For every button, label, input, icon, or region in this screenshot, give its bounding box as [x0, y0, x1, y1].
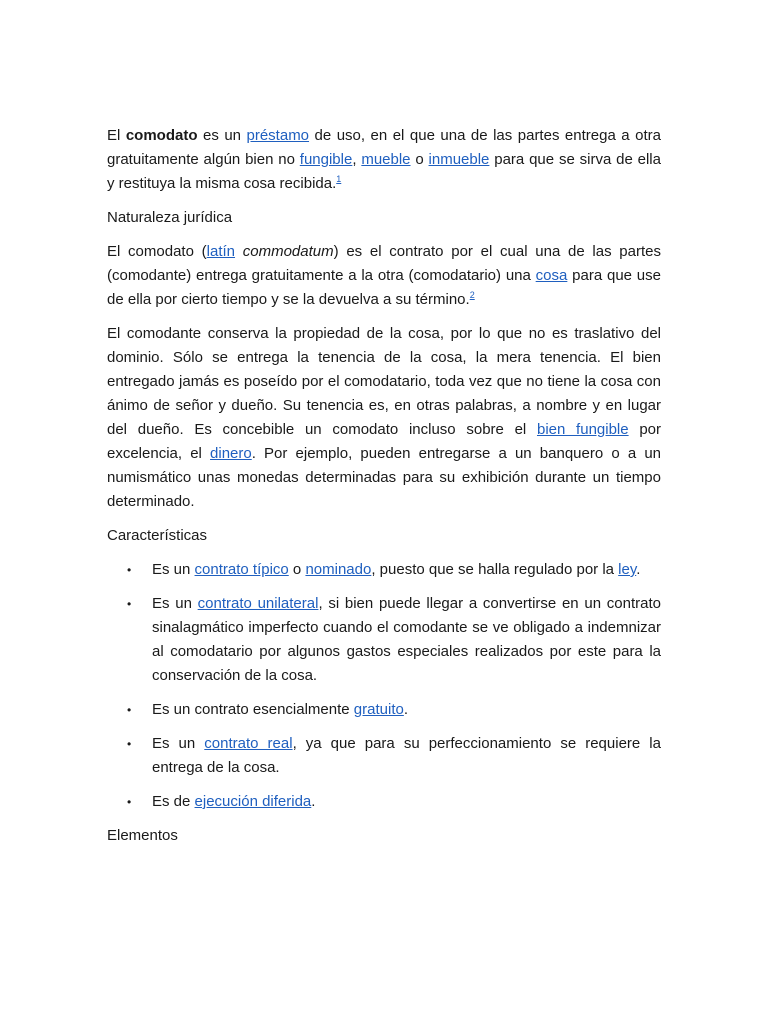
- text-run: [235, 243, 243, 260]
- text-run: , si bien puede llegar a convertirse en un contrato sinalagmático imperfecto cuando el comodante se ve obligado a indemnizar al comodatario por algunos gastos especiales realizados por este para la conservación de la cosa.: [152, 595, 661, 684]
- link-nominado[interactable]: nominado: [305, 561, 372, 578]
- text-run: .: [311, 793, 316, 810]
- link-contrato-tipico[interactable]: contrato típico: [194, 561, 289, 578]
- italic-term-commodatum: commodatum: [242, 243, 334, 260]
- text-run: es un: [197, 127, 247, 144]
- footnote-link-1[interactable]: 1: [336, 174, 342, 184]
- link-bien-fungible[interactable]: bien fungible: [536, 421, 629, 438]
- text-run: Es un: [152, 561, 195, 578]
- link-gratuito[interactable]: gratuito: [353, 701, 404, 718]
- link-inmueble[interactable]: inmueble: [428, 151, 490, 168]
- text-run: El: [107, 127, 126, 144]
- intro-paragraph: [107, 124, 661, 196]
- link-fungible[interactable]: fungible: [299, 151, 353, 168]
- link-dinero[interactable]: dinero: [210, 445, 252, 462]
- link-ejecucion-diferida[interactable]: ejecución diferida: [194, 793, 312, 810]
- list-item: [107, 698, 661, 722]
- link-mueble[interactable]: mueble: [361, 151, 411, 168]
- link-ley[interactable]: ley: [618, 561, 637, 578]
- heading-elementos: Elementos: [107, 827, 178, 844]
- document-body: [107, 124, 661, 858]
- text-run: o: [410, 151, 429, 168]
- text-run: El comodato (: [107, 243, 207, 260]
- bullet-icon: •: [127, 737, 132, 751]
- text-run: Es de: [152, 793, 195, 810]
- link-cosa[interactable]: cosa: [535, 267, 568, 284]
- link-contrato-real[interactable]: contrato real: [204, 735, 293, 752]
- bullet-icon: •: [127, 597, 132, 611]
- list-item: [107, 732, 661, 780]
- text-run: Es un: [152, 735, 205, 752]
- bullet-icon: •: [127, 703, 132, 717]
- list-item: [107, 592, 661, 688]
- list-item: [107, 790, 661, 814]
- bullet-icon: •: [127, 795, 132, 809]
- text-run: , puesto que se halla regulado por la: [371, 561, 619, 578]
- characteristics-list: [107, 558, 661, 814]
- link-contrato-unilateral[interactable]: contrato unilateral: [197, 595, 319, 612]
- text-run: Es un contrato esencialmente: [152, 701, 354, 718]
- text-run: ) es el contrato por el cual una de las partes (comodante) entrega gratuitamente a la otra (comodatario) una: [107, 243, 661, 284]
- bold-term-comodato: comodato: [125, 127, 198, 144]
- text-run: para que se sirva de ella y restituya la misma cosa recibida.: [107, 151, 661, 192]
- text-run: .: [636, 561, 641, 578]
- list-item: [107, 558, 661, 582]
- text-run: Es un: [152, 595, 198, 612]
- link-latin[interactable]: latín: [206, 243, 236, 260]
- text-run: ,: [352, 151, 362, 168]
- text-run: o: [288, 561, 306, 578]
- footnote-link-2[interactable]: 2: [469, 290, 475, 300]
- bullet-icon: •: [127, 563, 132, 577]
- text-run: de uso, en el que una de las partes entrega a otra gratuitamente algún bien no: [107, 127, 661, 168]
- text-run: . Por ejemplo, pueden entregarse a un banquero o a un numismático unas monedas determinadas para su exhibición durante un tiempo determinado.: [107, 445, 661, 510]
- heading-naturaleza-juridica: Naturaleza jurídica: [107, 209, 233, 226]
- text-run: para que use de ella por cierto tiempo y se la devuelva a su término.: [107, 267, 661, 308]
- ownership-paragraph: [107, 322, 661, 514]
- definition-paragraph: [107, 240, 661, 312]
- heading-caracteristicas: Características: [107, 527, 208, 544]
- text-run: .: [403, 701, 409, 718]
- link-prestamo[interactable]: préstamo: [246, 127, 310, 144]
- text-run: por excelencia, el: [107, 421, 662, 462]
- text-run: El comodante conserva la propiedad de la cosa, por lo que no es traslativo del dominio. Sólo se entrega la tenencia de la cosa, la mera tenencia. El bien entregado jamás es poseído por el comodatario, toda vez que no tiene la cosa con ánimo de señor y dueño. Su tenencia es, en otras palabras, a nombre y en lugar del dueño. Es concebible un comodato incluso sobre el: [107, 325, 661, 438]
- text-run: , ya que para su perfeccionamiento se requiere la entrega de la cosa.: [152, 735, 661, 776]
